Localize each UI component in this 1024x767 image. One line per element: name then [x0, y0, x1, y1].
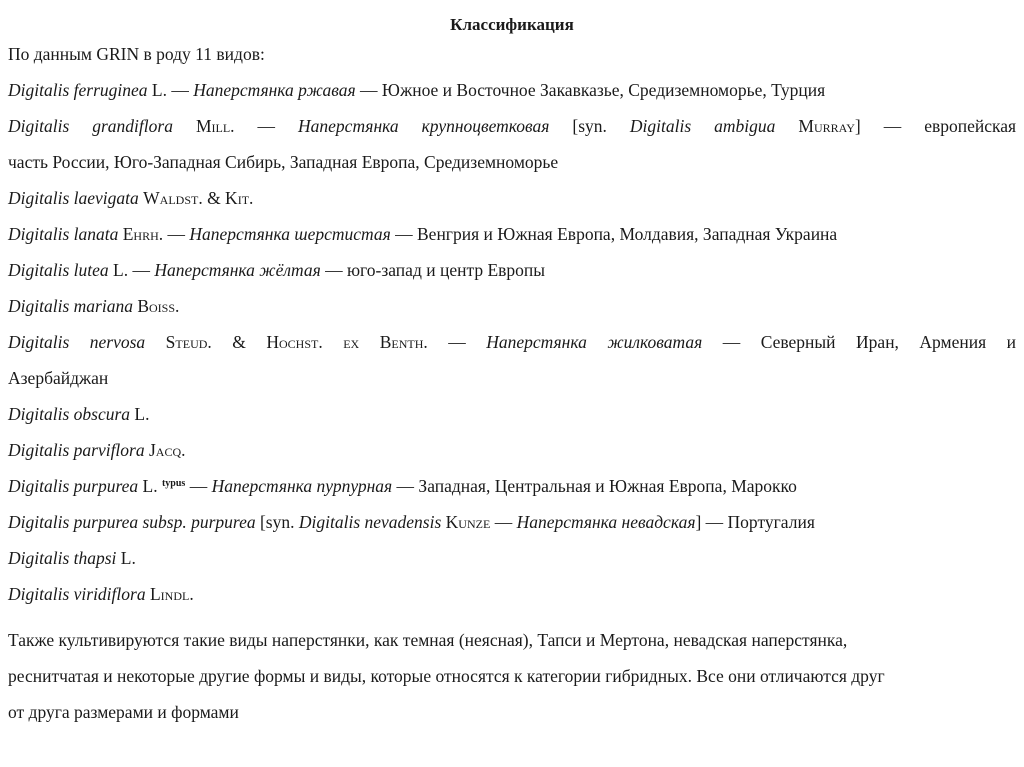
species-item	[8, 468, 1016, 504]
species-range: ] — Португалия	[695, 512, 815, 532]
species-item	[8, 576, 1016, 612]
species-author: L.	[113, 260, 129, 280]
species-range: — юго-запад и центр Европы	[320, 260, 546, 280]
dash: —	[427, 332, 487, 352]
intro-text: По данным GRIN в роду 11 видов:	[8, 44, 265, 64]
species-common-name: Наперстянка ржавая	[193, 80, 356, 100]
species-item	[8, 396, 1016, 432]
outro-line: от друга размерами и формами	[8, 702, 239, 722]
species-item	[8, 504, 1016, 540]
outro-line: реснитчатая и некоторые другие формы и виды, которые относятся к категории гибридных. Все они отличаются друг	[8, 666, 885, 686]
species-name: Digitalis viridiflora	[8, 584, 146, 604]
species-range: — Северный Иран, Армения и	[702, 332, 1017, 352]
dash: —	[234, 116, 299, 136]
species-author: Boiss.	[137, 296, 180, 316]
species-range: — Западная, Центральная и Южная Европа, Марокко	[392, 476, 797, 496]
synonym-author: Kunze	[445, 512, 491, 532]
paragraph-spacer	[8, 612, 1016, 622]
species-author: Jacq.	[148, 440, 186, 460]
species-name: Digitalis lanata	[8, 224, 119, 244]
species-item	[8, 108, 1016, 144]
dash: —	[163, 224, 190, 244]
dash: —	[128, 260, 155, 280]
species-author: L.	[142, 476, 158, 496]
species-range: — Южное и Восточное Закавказье, Средиземноморье, Турция	[355, 80, 826, 100]
species-author: Mill.	[195, 116, 235, 136]
dash: —	[185, 476, 212, 496]
species-name: Digitalis purpurea	[8, 476, 139, 496]
species-range: — Венгрия и Южная Европа, Молдавия, Западная Украина	[390, 224, 838, 244]
species-name: Digitalis purpurea subsp. purpurea	[8, 512, 256, 532]
species-author: Ehrh.	[122, 224, 164, 244]
typus-marker: typus	[161, 478, 186, 489]
dash: —	[490, 512, 517, 532]
species-item	[8, 180, 1016, 216]
species-name: Digitalis laevigata	[8, 188, 139, 208]
synonym-author: Murray	[798, 116, 855, 136]
species-item	[8, 216, 1016, 252]
species-name: Digitalis obscura	[8, 404, 131, 424]
species-author: L.	[120, 548, 136, 568]
species-item-continuation: часть России, Юго-Западная Сибирь, Западная Европа, Средиземноморье	[8, 152, 559, 172]
species-name: Digitalis thapsi	[8, 548, 117, 568]
species-common-name: Наперстянка шерстистая	[189, 224, 391, 244]
species-author: Steud. & Hochst. ex Benth.	[165, 332, 428, 352]
synonym-name: Digitalis nevadensis	[298, 512, 442, 532]
species-common-name: Наперстянка крупноцветковая	[298, 116, 550, 136]
synonym-open: [syn.	[255, 512, 299, 532]
species-name: Digitalis mariana	[8, 296, 133, 316]
species-common-name: Наперстянка жилковатая	[486, 332, 703, 352]
synonym-open: [syn.	[549, 116, 630, 136]
species-common-name: Наперстянка жёлтая	[154, 260, 321, 280]
species-item	[8, 288, 1016, 324]
synonym-name: Digitalis ambigua	[629, 116, 776, 136]
dash: —	[166, 80, 194, 100]
species-common-name: Наперстянка пурпурная	[211, 476, 393, 496]
species-item	[8, 72, 1016, 108]
outro-line: Также культивируются такие виды наперстянки, как темная (неясная), Тапси и Мертона, невадская наперстянка,	[8, 630, 848, 650]
species-name: Digitalis grandiflora	[8, 116, 173, 136]
page-title: Классификация	[450, 15, 574, 34]
species-author: L.	[134, 404, 150, 424]
species-name: Digitalis parviflora	[8, 440, 145, 460]
species-author: Waldst. & Kit.	[143, 188, 254, 208]
species-item	[8, 540, 1016, 576]
species-item	[8, 324, 1016, 360]
species-author: L.	[151, 80, 167, 100]
species-item	[8, 432, 1016, 468]
species-item-continuation: Азербайджан	[8, 368, 109, 388]
species-name: Digitalis nervosa	[8, 332, 146, 352]
species-author: Lindl.	[149, 584, 194, 604]
species-item	[8, 252, 1016, 288]
species-name: Digitalis lutea	[8, 260, 109, 280]
species-name: Digitalis ferruginea	[8, 80, 148, 100]
species-common-name: Наперстянка невадская	[516, 512, 696, 532]
species-range: ] — европейская	[854, 116, 1017, 136]
